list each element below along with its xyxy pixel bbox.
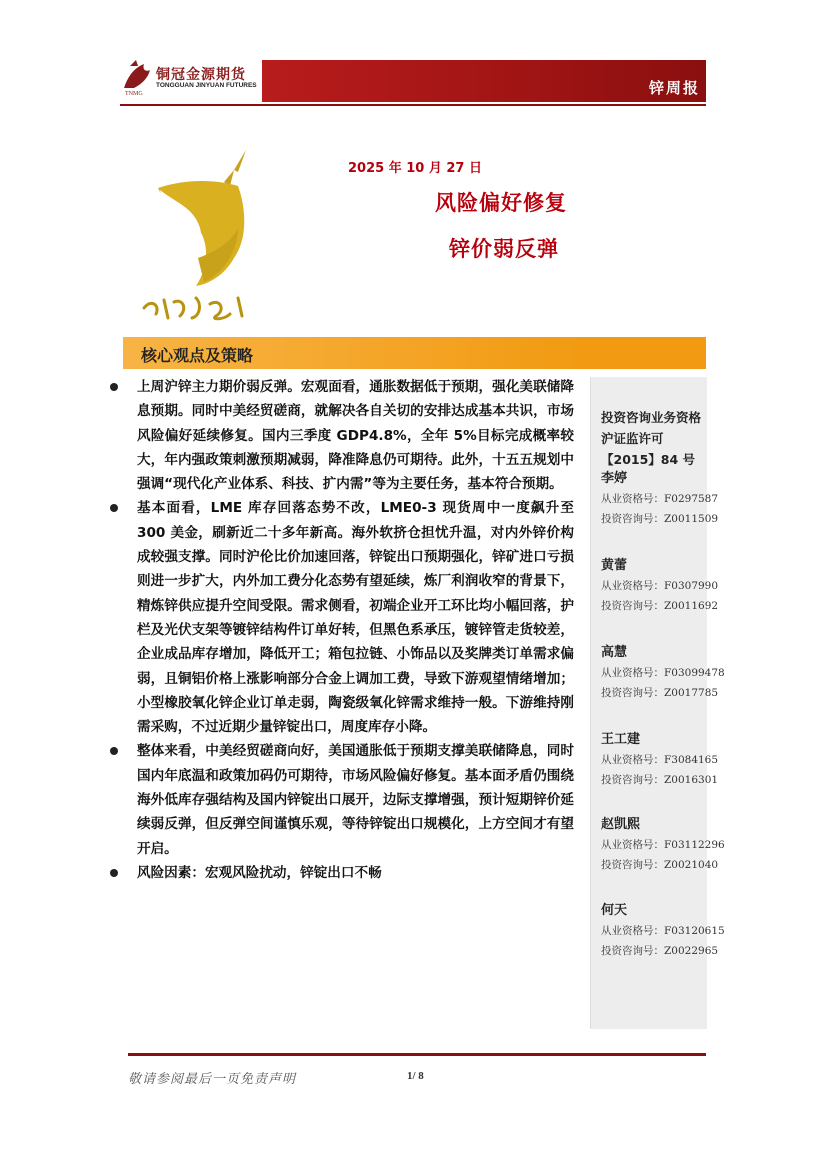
analyst-name: 李婷 [601, 471, 628, 486]
analyst-practice-number: 从业资格号：F0297587 [601, 493, 719, 505]
bullet-text: 基本面看，LME 库存回落态势不改，LME0-3 现货周中一度飙升至 300 美金，刷新近二十多年新高。海外软挤仓担忧升温，对内外锌价构成较强支撑。同时沪伦比价加速回落，锌锭出口预期强化，锌矿进口亏损则进一步扩大，内外加工费分化态势有望延续，炼厂利润收窄的背景下，精炼锌供应提升空间受限。需求侧看，初端企业开工环比均小幅回落，护栏及光伏支架等镀锌结构件订单好转，但黑色系承压，镀锌管走货较差，企业成品库存增加，降低开工；箱包拉链、小饰品以及奖牌类订单需求偏弱，且铜铝价格上涨影响部分合金上调加工费，导致下游观望情绪增加；小型橡胶氧化锌企业订单走弱，陶瓷级氧化锌需求维持一般。下游维持刚需采购，不过近期少量锌锭出口，周度库存小降。 [137, 500, 574, 736]
bullet-text: 风险因素：宏观风险扰动，锌锭出口不畅 [137, 864, 382, 881]
analyst-name: 高慧 [601, 645, 628, 660]
analyst-advisory-number: 投资咨询号：Z0016301 [601, 774, 719, 786]
analyst-advisory-number: 投资咨询号：Z0021040 [601, 859, 719, 871]
qualification-license: 沪证监许可【2015】84 号 [601, 431, 696, 467]
page-number: 1/ 8 [407, 1070, 424, 1082]
tongling-nonferrous-emblem-icon [138, 148, 268, 328]
bullet-text: 上周沪锌主力期价弱反弹。宏观面看，通胀数据低于预期，强化美联储降息预期。同时中美经贸磋商，就解决各自关切的安排达成基本共识，市场风险偏好延续修复。国内三季度 GDP4.8%，全年 5%目标完成概率较大，年内强政策刺激预期减弱，降准降息仍可期待。此外，十五五规划中强调“现代化产业体系、科技、扩内需”等为主要任务，基本符合预期。 [137, 379, 574, 493]
analyst-practice-number: 从业资格号：F0307990 [601, 580, 719, 592]
report-title-line1: 风险偏好修复 [435, 191, 567, 215]
analyst-advisory-number: 投资咨询号：Z0022965 [601, 945, 719, 957]
analyst-card [601, 728, 719, 790]
analyst-card [601, 554, 719, 616]
footer-divider [128, 1053, 706, 1056]
analyst-card [601, 899, 725, 961]
header-divider [120, 104, 706, 106]
analyst-card [601, 641, 725, 703]
bullet-dot-icon [110, 504, 118, 512]
report-type-label: 锌周报 [648, 79, 700, 97]
analyst-practice-number: 从业资格号：F03112296 [601, 839, 725, 851]
analyst-name: 赵凯熙 [601, 817, 641, 832]
header-band [262, 60, 706, 102]
core-views-content [108, 375, 574, 885]
analyst-advisory-number: 投资咨询号：Z0011692 [601, 600, 719, 612]
bullet-dot-icon [110, 383, 118, 391]
logo-chinese-name: 铜冠金源期货 [156, 67, 246, 83]
footer-disclaimer-note: 敬请参阅最后一页免责声明 [128, 1072, 297, 1087]
company-logo [120, 58, 265, 102]
bullet-macro [108, 375, 574, 496]
analyst-advisory-number: 投资咨询号：Z0011509 [601, 513, 719, 525]
section-header-bar [123, 337, 585, 369]
analyst-practice-number: 从业资格号：F03099478 [601, 667, 725, 679]
analyst-name: 何天 [601, 903, 628, 918]
logo-english-name: TONGGUAN JINYUAN FUTURES [156, 82, 257, 89]
report-title-line2: 锌价弱反弹 [449, 237, 559, 261]
analyst-advisory-number: 投资咨询号：Z0017785 [601, 687, 719, 699]
analyst-name: 黄蕾 [601, 558, 628, 573]
bullet-dot-icon [110, 869, 118, 877]
qualification-title: 投资咨询业务资格 [601, 410, 702, 425]
analyst-card [601, 813, 725, 875]
section-title: 核心观点及策略 [141, 346, 254, 365]
logo-abbr: TNMG [125, 91, 143, 97]
qualification-block [601, 407, 707, 470]
analyst-name: 王工建 [601, 732, 641, 747]
bullet-overall [108, 739, 574, 860]
analyst-practice-number: 从业资格号：F03120615 [601, 925, 725, 937]
bullet-risk [108, 861, 574, 885]
report-date: 2025 年 10 月 27 日 [348, 161, 482, 176]
analyst-sidebar [590, 377, 725, 1029]
section-header-bar-extension [585, 337, 706, 369]
bullet-text: 整体来看，中美经贸磋商向好，美国通胀低于预期支撑美联储降息，同时国内年底温和政策加码仍可期待，市场风险偏好修复。基本面矛盾仍围绕海外低库存强结构及国内锌锭出口展开，边际支撑增强，预计短期锌价延续弱反弹，但反弹空间谨慎乐观，等待锌锭出口规模化，上方空间才有望开启。 [137, 743, 574, 857]
bullet-fundamentals [108, 496, 574, 739]
analyst-practice-number: 从业资格号：F3084165 [601, 754, 719, 766]
analyst-card [601, 467, 719, 529]
bullet-dot-icon [110, 747, 118, 755]
